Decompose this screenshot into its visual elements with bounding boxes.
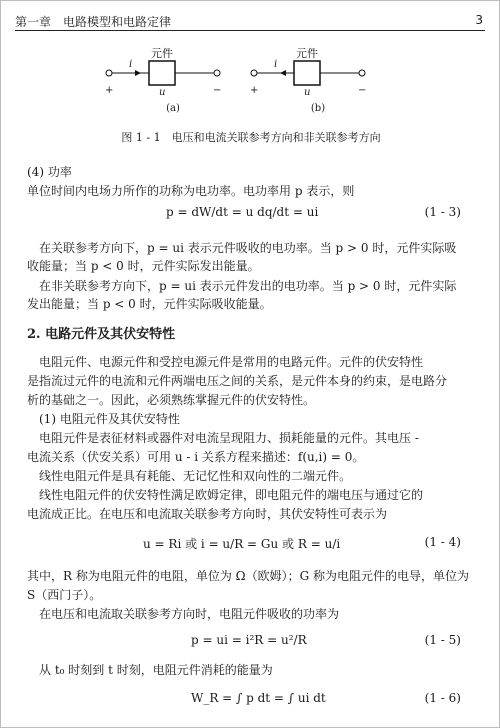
paragraph-line: S（西门子）。 xyxy=(27,588,102,602)
voltage-label-a: u xyxy=(159,87,166,98)
minus-sign-b: − xyxy=(358,85,367,96)
figure-caption: 图 1 - 1 电压和电流关联参考方向和非关联参考方向 xyxy=(121,131,381,144)
subfigure-label-b: (b) xyxy=(310,103,326,114)
element-label-a: 元件 xyxy=(151,47,173,60)
power-heading: (4) 功率 xyxy=(27,165,72,179)
chapter-title: 第一章 电路模型和电路定律 xyxy=(15,15,172,29)
current-label-b: i xyxy=(274,59,278,70)
header-rule xyxy=(15,30,485,31)
equation-number-1-3: (1 - 3) xyxy=(424,205,461,219)
current-label-a: i xyxy=(129,59,133,70)
plus-sign-a: + xyxy=(105,85,114,96)
circuit-b-diagram xyxy=(246,43,396,103)
paragraph-line: 电阻元件、电源元件和受控电源元件是常用的电路元件。元件的伏安特性 xyxy=(39,355,424,369)
paragraph-line: 线性电阻元件是具有耗能、无记忆性和双向性的二端元件。 xyxy=(39,469,352,483)
paragraph-line: 发出能量；当 p < 0 时，元件实际吸收能量。 xyxy=(27,297,272,311)
voltage-label-b: u xyxy=(304,87,311,98)
figure-a xyxy=(101,43,251,123)
paragraph-line: 在关联参考方向下，p = ui 表示元件吸收的电功率。当 p > 0 时，元件实际吸 xyxy=(39,241,457,255)
section-heading: 2. 电路元件及其伏安特性 xyxy=(27,327,176,342)
paragraph-line: 电流关系（伏安关系）可用 u - i 关系方程来描述：f(u,i) = 0。 xyxy=(27,450,365,464)
equation-number-1-5: (1 - 5) xyxy=(424,633,461,647)
paragraph-line: 单位时间内电场力所作的功称为电功率。电功率用 p 表示，则 xyxy=(27,184,355,198)
paragraph-line: 其中，R 称为电阻元件的电阻，单位为 Ω（欧姆）；G 称为电阻元件的电导，单位为 xyxy=(27,569,470,583)
subsection-heading: (1) 电阻元件及其伏安特性 xyxy=(39,412,180,426)
minus-sign-a: − xyxy=(213,85,222,96)
equation-number-1-4: (1 - 4) xyxy=(424,535,461,549)
equation-1-3: p = dW/dt = u dq/dt = ui xyxy=(166,205,319,219)
plus-sign-b: + xyxy=(250,85,259,96)
subfigure-label-a: (a) xyxy=(166,103,180,114)
equation-number-1-6: (1 - 6) xyxy=(424,691,461,705)
paragraph-line: 线性电阻元件的伏安特性满足欧姆定律，即电阻元件的端电压与通过它的 xyxy=(39,488,424,502)
paragraph-line: 在非关联参考方向下，p = ui 表示元件发出的电功率。当 p > 0 时，元件实际 xyxy=(39,279,457,293)
paragraph-line: 电阻元件是表征材料或器件对电流呈现阻力、损耗能量的元件。其电压 - xyxy=(39,431,419,445)
figure-b xyxy=(246,43,396,123)
paragraph-line: 在电压和电流取关联参考方向时，电阻元件吸收的功率为 xyxy=(39,607,340,621)
equation-1-4: u = Ri 或 i = u/R = Gu 或 R = u/i xyxy=(143,537,341,551)
paragraph-line: 从 t₀ 时刻到 t 时刻，电阻元件消耗的能量为 xyxy=(39,663,273,677)
equation-1-6: W_R = ∫ p dt = ∫ ui dt xyxy=(191,691,326,705)
page-number: 3 xyxy=(475,13,483,27)
paragraph-line: 析的基础之一。因此，必须熟练掌握元件的伏安特性。 xyxy=(27,393,316,407)
running-header xyxy=(15,13,485,31)
paragraph-line: 电流成正比。在电压和电流取关联参考方向时，其伏安特性可表示为 xyxy=(27,507,388,521)
element-label-b: 元件 xyxy=(296,47,318,60)
paragraph-line: 是指流过元件的电流和元件两端电压之间的关系，是元件本身的约束，是电路分 xyxy=(27,374,448,388)
paragraph-line: 收能量；当 p < 0 时，元件实际发出能量。 xyxy=(27,259,260,273)
circuit-a-diagram xyxy=(101,43,251,103)
equation-1-5: p = ui = i²R = u²/R xyxy=(191,633,307,647)
